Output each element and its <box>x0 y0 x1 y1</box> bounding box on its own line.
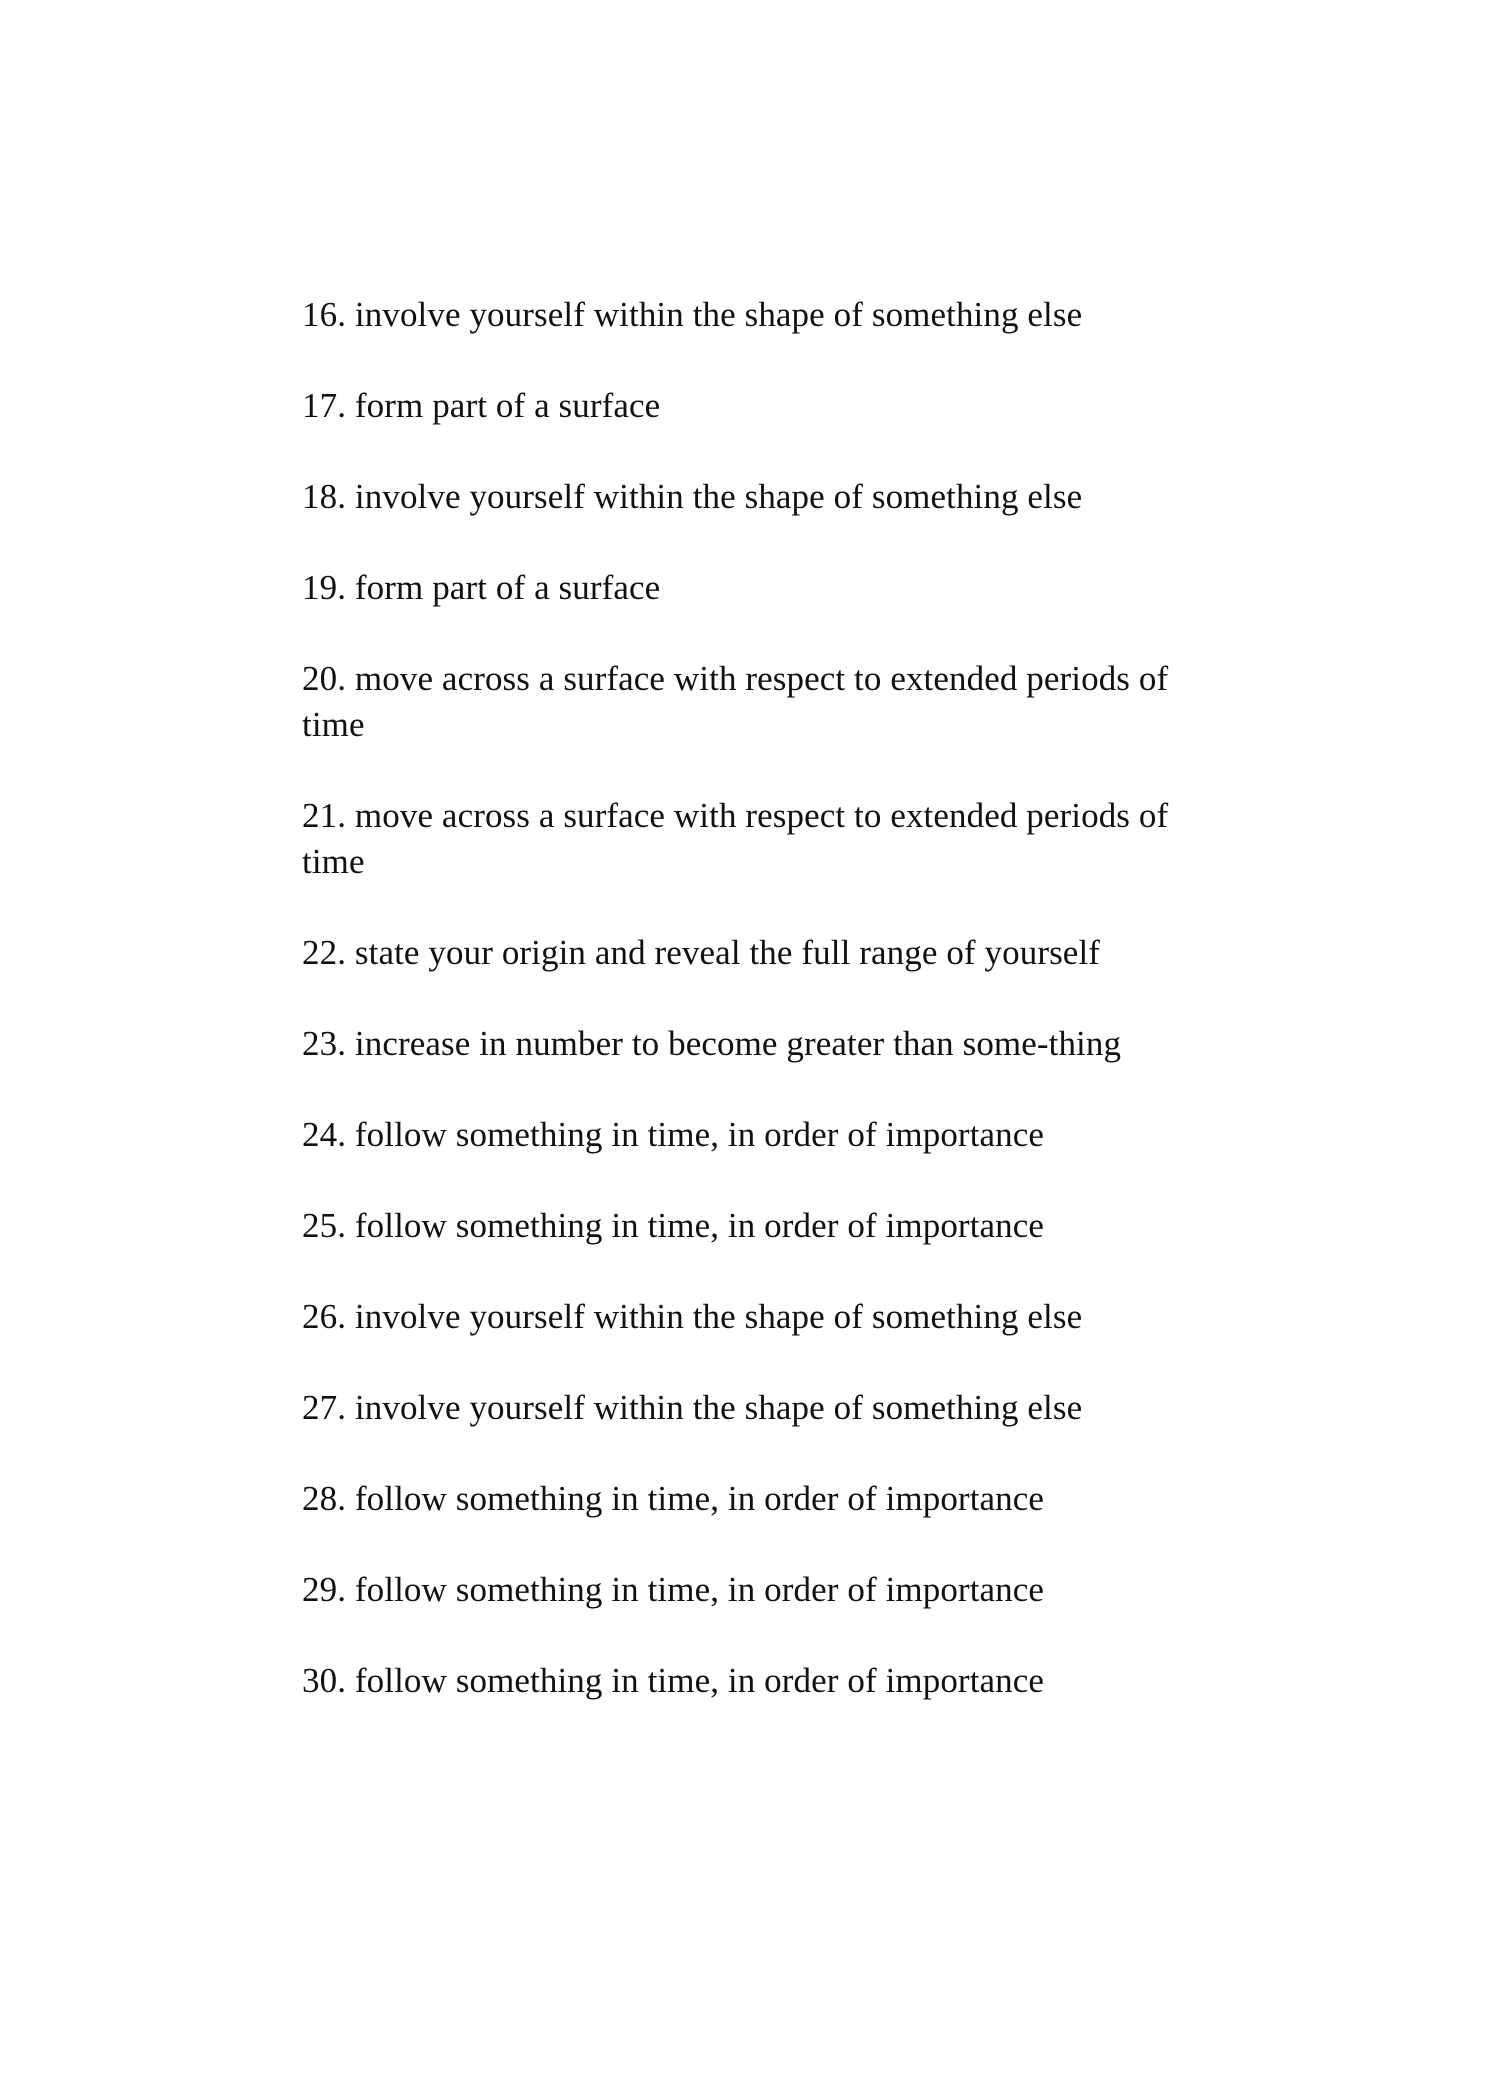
item-number: 24. <box>302 1115 347 1154</box>
list-item <box>302 1112 1182 1158</box>
item-text: move across a surface with respect to extended periods of time <box>302 659 1169 744</box>
item-text: state your origin and reveal the full range of yourself <box>354 933 1101 972</box>
item-text: follow something in time, in order of importance <box>354 1661 1045 1700</box>
list-item <box>302 1021 1182 1067</box>
item-text: involve yourself within the shape of something else <box>354 295 1083 334</box>
item-number: 20. <box>302 659 347 698</box>
list-item <box>302 383 1182 429</box>
list-item <box>302 656 1182 748</box>
list-item <box>302 1203 1182 1249</box>
item-text: move across a surface with respect to extended periods of time <box>302 796 1169 881</box>
list-item <box>302 930 1182 976</box>
item-number: 22. <box>302 933 347 972</box>
item-text: increase in number to become greater than some-thing <box>354 1024 1122 1063</box>
item-number: 29. <box>302 1570 347 1609</box>
list-item <box>302 1294 1182 1340</box>
list-item <box>302 1567 1182 1613</box>
item-number: 16. <box>302 295 347 334</box>
item-text: follow something in time, in order of importance <box>354 1570 1045 1609</box>
item-text: involve yourself within the shape of something else <box>354 1297 1083 1336</box>
list-item <box>302 1658 1182 1704</box>
item-text: follow something in time, in order of importance <box>354 1115 1045 1154</box>
item-text: form part of a surface <box>354 386 661 425</box>
instruction-list <box>302 292 1182 1749</box>
item-number: 23. <box>302 1024 347 1063</box>
item-text: involve yourself within the shape of something else <box>354 477 1083 516</box>
item-number: 30. <box>302 1661 347 1700</box>
list-item <box>302 292 1182 338</box>
item-number: 19. <box>302 568 347 607</box>
item-number: 18. <box>302 477 347 516</box>
list-item <box>302 1385 1182 1431</box>
item-number: 17. <box>302 386 347 425</box>
item-number: 25. <box>302 1206 347 1245</box>
item-number: 27. <box>302 1388 347 1427</box>
item-text: involve yourself within the shape of something else <box>354 1388 1083 1427</box>
item-number: 21. <box>302 796 347 835</box>
list-item <box>302 1476 1182 1522</box>
item-text: follow something in time, in order of importance <box>354 1479 1045 1518</box>
item-number: 26. <box>302 1297 347 1336</box>
item-text: form part of a surface <box>354 568 661 607</box>
list-item <box>302 793 1182 885</box>
list-item <box>302 474 1182 520</box>
list-item <box>302 565 1182 611</box>
item-number: 28. <box>302 1479 347 1518</box>
item-text: follow something in time, in order of importance <box>354 1206 1045 1245</box>
